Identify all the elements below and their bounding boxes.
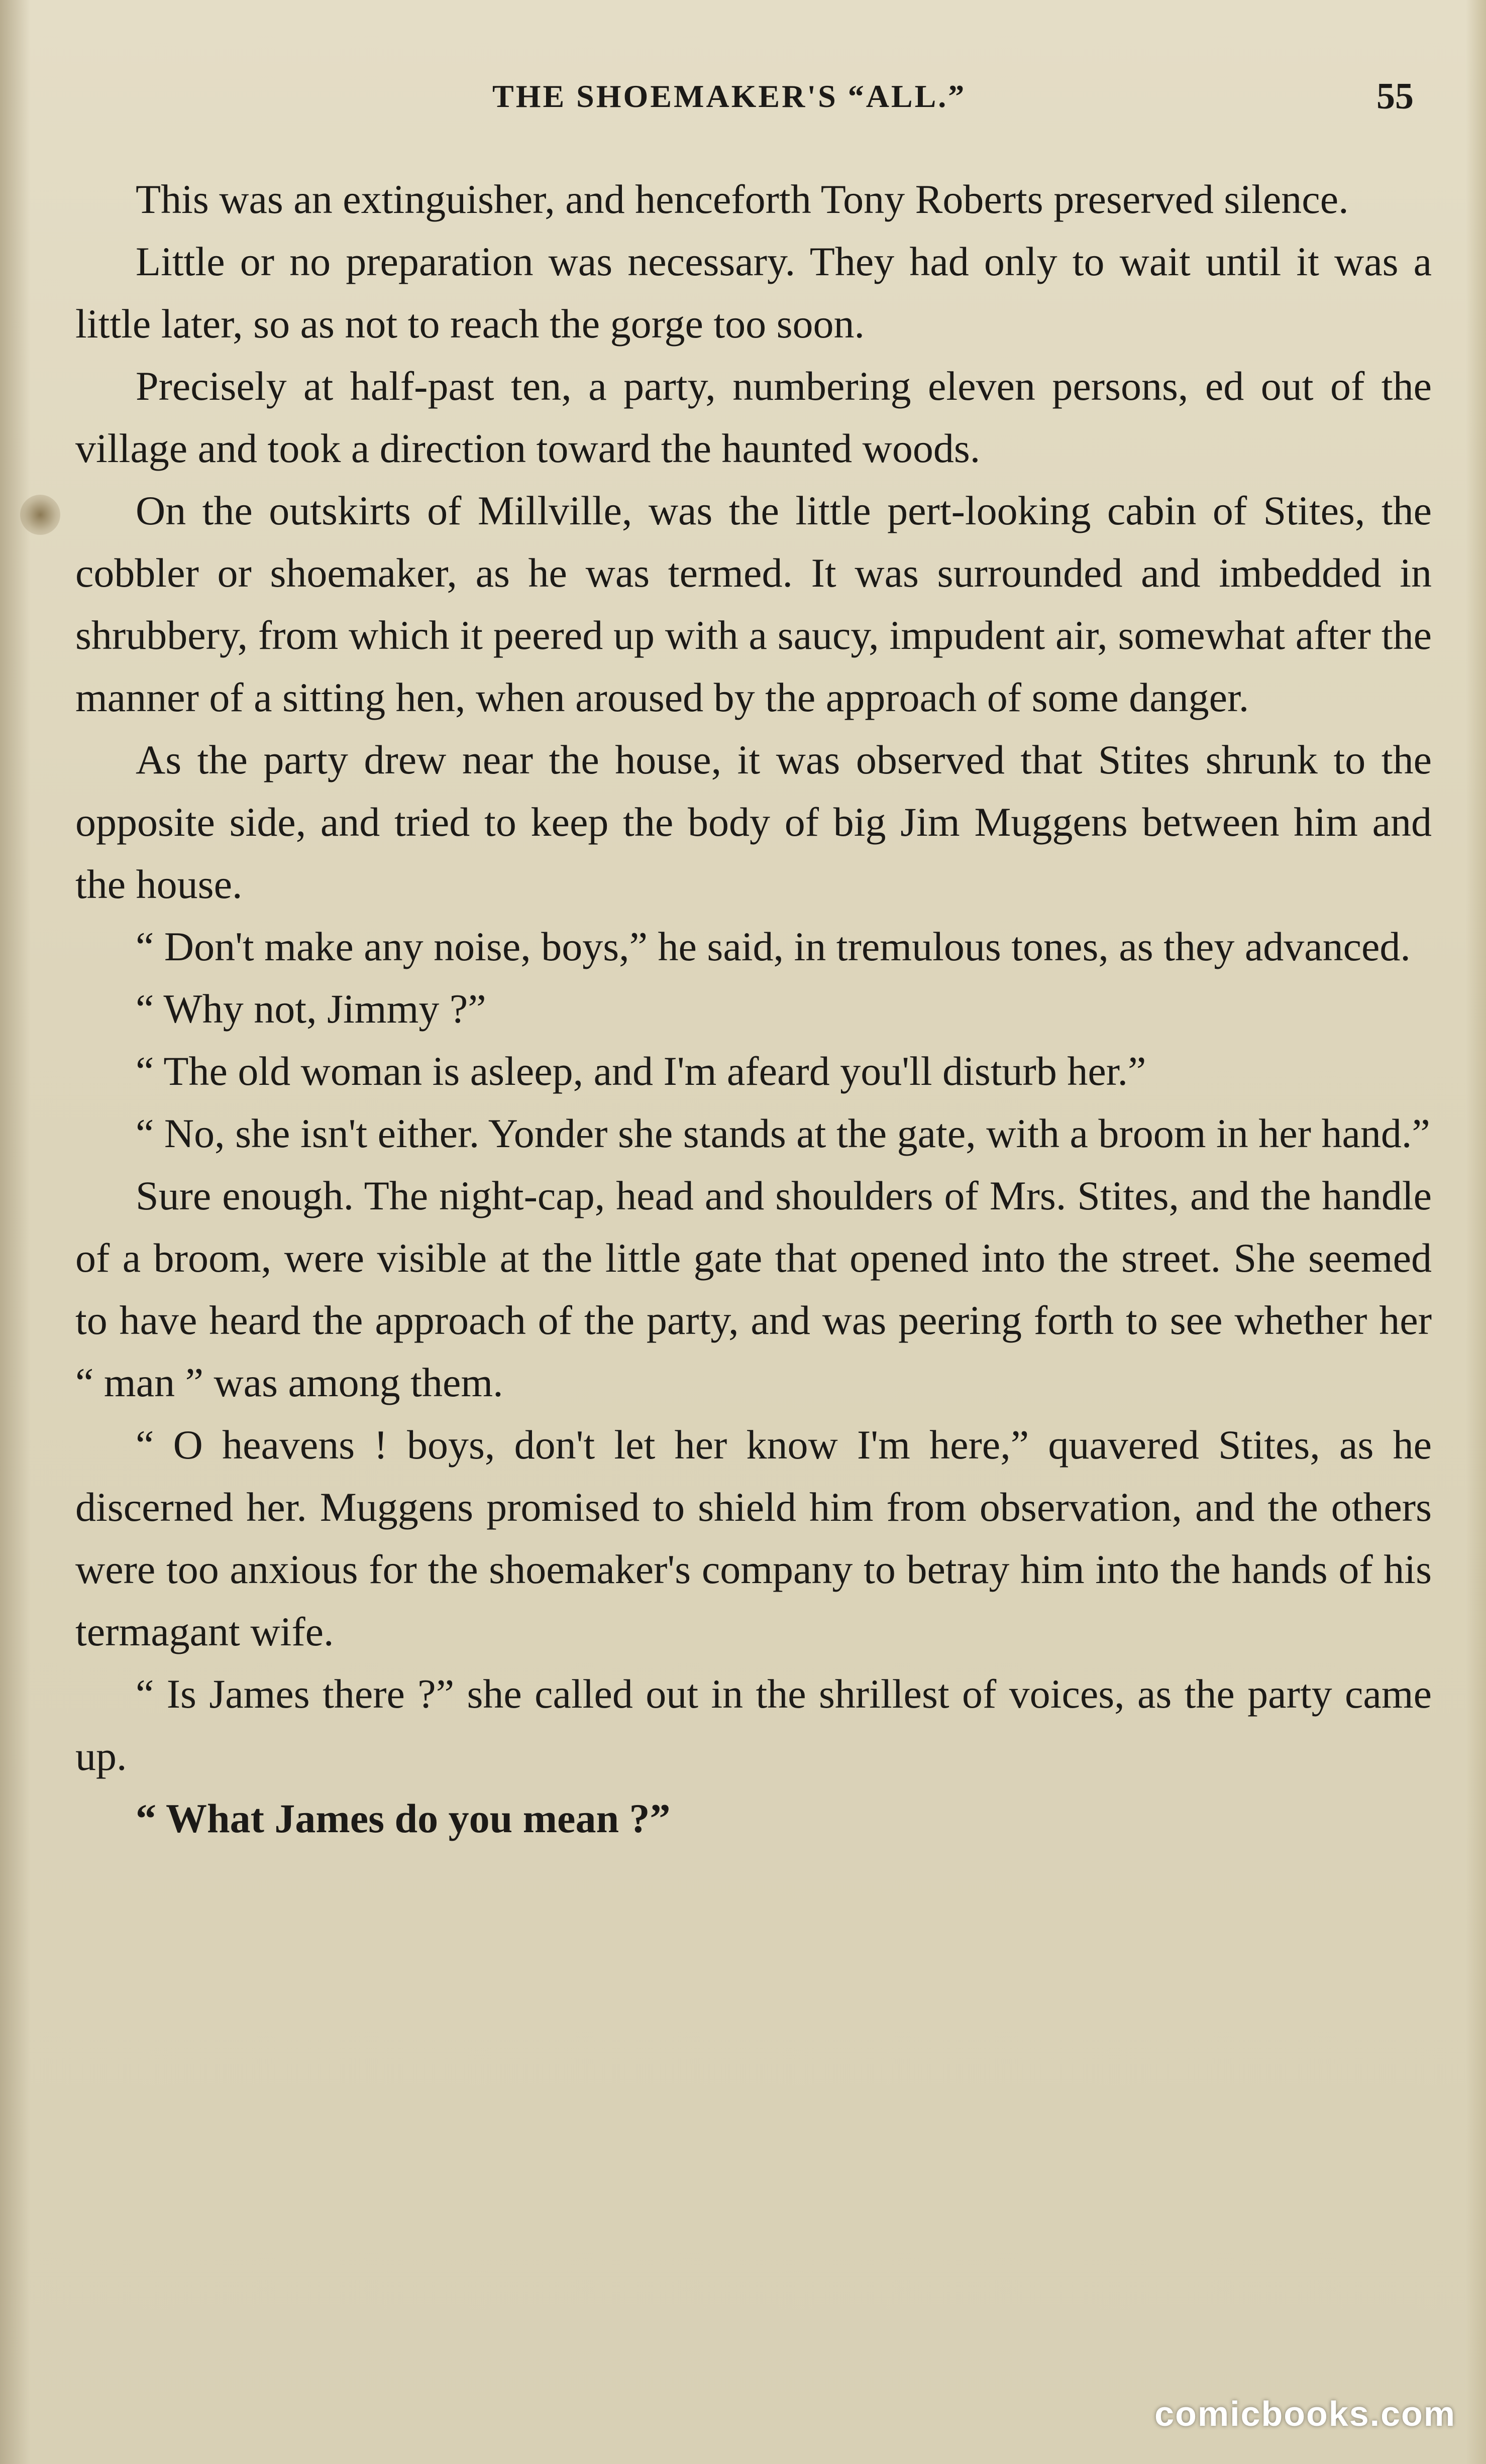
paragraph: “ No, she isn't either. Yonder she stands at the gate, with a broom in her hand.” [136, 1110, 1430, 1156]
paragraph: On the outskirts of Millville, was the little pert-looking cabin of Stites, the cobbler or shoemaker, as he was termed. It was surrounded and imbedded in shrubbery, from which it peered up with a saucy, impudent air, somewhat after the manner of a sitting hen, when aroused by the approach of some danger. [75, 488, 1432, 720]
ink-stain-mark [20, 495, 60, 535]
site-watermark: comicbooks.com [1154, 2394, 1456, 2433]
paragraph: Precisely at half-past ten, a party, numbering eleven persons, ed out of the village and took a direction toward the haunted woods. [75, 363, 1432, 471]
running-title: THE SHOEMAKER'S “ALL.” [492, 78, 967, 114]
paragraph: “ What James do you mean ?” [136, 1796, 671, 1841]
paragraph: This was an extinguisher, and henceforth Tony Roberts preserved silence. [136, 176, 1349, 222]
paragraph: “ Don't make any noise, boys,” he said, in tremulous tones, as they advanced. [136, 924, 1411, 969]
paragraph: Sure enough. The night-cap, head and shoulders of Mrs. Stites, and the handle of a broom, were visible at the little gate that opened into the street. She seemed to have heard the approach of the party, and was peering forth to see whether her “ man ” was among them. [75, 1173, 1432, 1405]
body-text [75, 168, 1432, 1850]
paragraph: “ Is James there ?” she called out in the shrillest of voices, as the party came up. [75, 1671, 1432, 1779]
paragraph: “ Why not, Jimmy ?” [136, 986, 486, 1032]
paragraph: As the party drew near the house, it was observed that Stites shrunk to the opposite side, and tried to keep the body of big Jim Muggens between him and the house. [75, 737, 1432, 907]
paragraph: “ O heavens ! boys, don't let her know I'm here,” quavered Stites, as he discerned her. Muggens promised to shield him from observation, and the others were too anxious for the shoemaker's company to betray him into the hands of his termagant wife. [75, 1422, 1432, 1654]
paragraph: Little or no preparation was necessary. They had only to wait until it was a little later, so as not to reach the gorge too soon. [75, 239, 1432, 347]
paragraph: “ The old woman is asleep, and I'm afeard you'll disturb her.” [136, 1048, 1146, 1094]
page-number: 55 [1376, 76, 1414, 117]
page-left-edge-shadow [0, 0, 30, 2464]
page-right-edge-shadow [1466, 0, 1486, 2464]
